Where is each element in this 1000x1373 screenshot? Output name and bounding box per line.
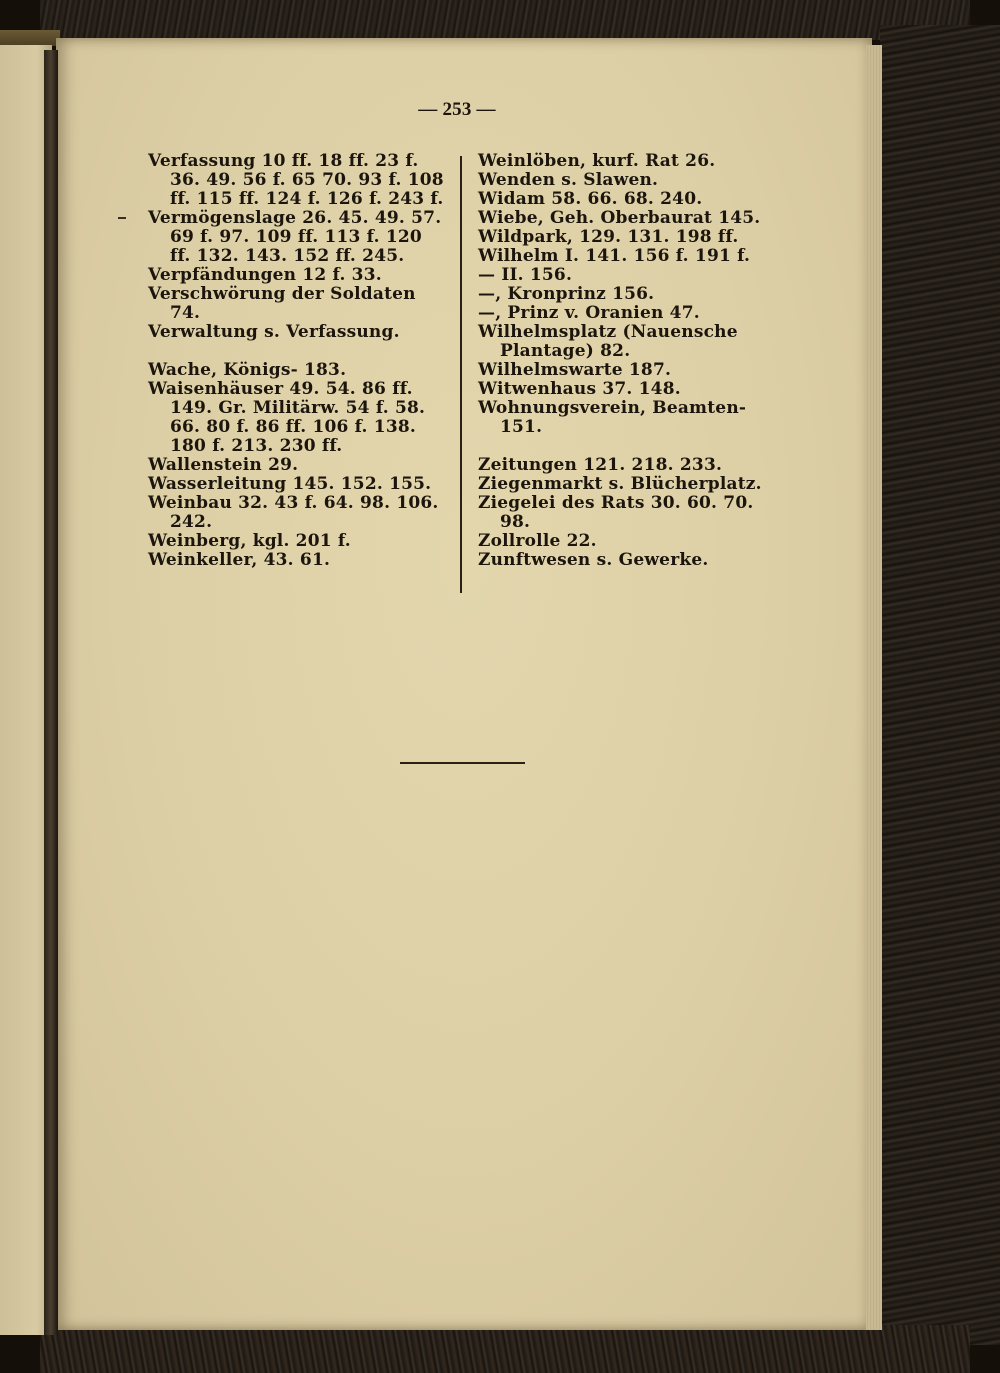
index-entry: Weinberg, kgl. 201 f.: [148, 531, 351, 551]
index-entry: — II. 156.: [478, 265, 573, 285]
book-cover-right: [880, 25, 1000, 1345]
index-entry: Wiebe, Geh. Oberbaurat 145.: [478, 208, 761, 228]
index-entry: Wache, Königs- 183.: [148, 360, 347, 380]
index-entry: Zollrolle 22.: [478, 531, 597, 551]
index-entry: Verschwörung der Soldaten 74.: [148, 284, 416, 323]
index-entry: —, Prinz v. Oranien 47.: [478, 303, 700, 323]
index-entry: Ziegelei des Rats 30. 60. 70. 98.: [478, 493, 754, 532]
column-divider: [460, 156, 462, 593]
index-entry: Weinkeller, 43. 61.: [148, 550, 331, 570]
index-entry: Wilhelmswarte 187.: [478, 360, 672, 380]
index-entry: Witwenhaus 37. 148.: [478, 379, 681, 399]
index-entry: Vermögenslage 26. 45. 49. 57. 69 f. 97. 109 ff. 113 f. 120 ff. 132. 143. 152 ff. 245.: [148, 208, 442, 266]
page-number: — 253 —: [418, 99, 496, 120]
index-entry: Verwaltung s. Verfassung.: [148, 322, 400, 342]
bookmark-ribbon: [0, 30, 60, 46]
page-block-edge: [866, 45, 882, 1330]
index-entry: Wilhelmsplatz (Nauensche Plantage) 82.: [478, 322, 738, 361]
index-entry: Verfassung 10 ff. 18 ff. 23 f. 36. 49. 56 f. 65 70. 93 f. 108 ff. 115 ff. 124 f. 126 f. 243 f.: [148, 151, 444, 209]
section-gap: [478, 437, 770, 456]
index-entry: Weinbau 32. 43 f. 64. 98. 106. 242.: [148, 493, 439, 532]
index-entry: Zunftwesen s. Gewerke.: [478, 550, 709, 570]
book-gutter: [44, 50, 58, 1335]
section-gap: [148, 342, 448, 361]
index-entry: Wohnungsverein, Beamten- 151.: [478, 398, 747, 437]
index-entry: —, Kronprinz 156.: [478, 284, 655, 304]
index-entry: Zeitungen 121. 218. 233.: [478, 455, 723, 475]
index-entry: Waisenhäuser 49. 54. 86 ff. 149. Gr. Militärw. 54 f. 58. 66. 80 f. 86 ff. 106 f. 138. 180 f. 213. 230 ff.: [148, 379, 426, 456]
index-entry: Wallenstein 29.: [148, 455, 299, 475]
index-entry: Wilhelm I. 141. 156 f. 191 f.: [478, 246, 751, 266]
index-entry: Widam 58. 66. 68. 240.: [478, 189, 703, 209]
index-column-right: [478, 152, 770, 570]
end-rule: [400, 762, 525, 764]
index-entry: Wildpark, 129. 131. 198 ff.: [478, 227, 739, 247]
book-cover-bottom: [40, 1325, 970, 1373]
index-entry: Wasserleitung 145. 152. 155.: [148, 474, 432, 494]
index-entry: Weinlöben, kurf. Rat 26.: [478, 151, 716, 171]
index-entry: Ziegenmarkt s. Blücherplatz.: [478, 474, 762, 494]
index-entry: Wenden s. Slawen.: [478, 170, 659, 190]
index-column-left: [148, 152, 448, 570]
index-entry: Verpfändungen 12 f. 33.: [148, 265, 382, 285]
book-cover-top: [40, 0, 970, 40]
margin-mark: [118, 217, 126, 219]
